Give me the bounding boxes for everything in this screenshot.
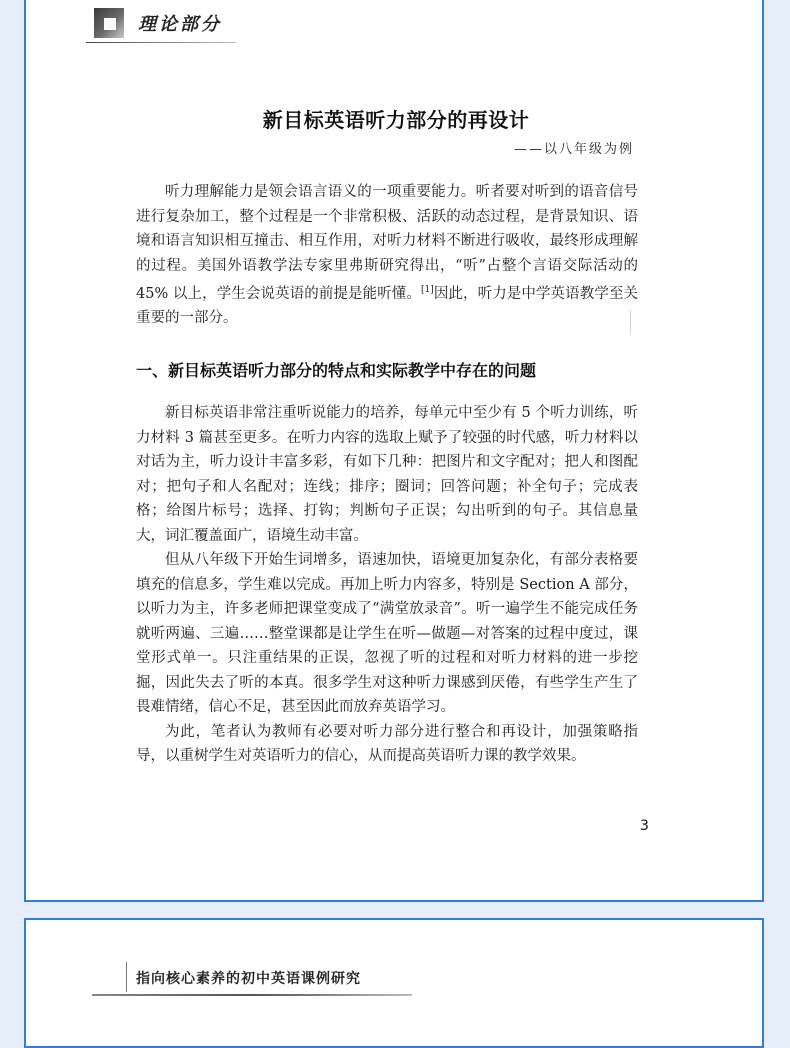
article-title: 新目标英语听力部分的再设计 [262,108,530,132]
page-number: 3 [640,818,649,834]
header-rule [86,42,236,43]
intro-text: 听力理解能力是领会语言语义的一项重要能力。听者要对听到的语音信号进行复杂加工，整个过程是一个非常积极、活跃的动态过程，是背景知识、语境和语言知识相互撞击、相互作用，对听力材料不断进行吸收，最终形成理解的过程。美国外语教学法专家里弗斯研究得出，“听”占整个言语交际活动的 45% 以上，学生会说英语的前提是能听懂。 [136,184,638,302]
citation-marker: [1] [420,285,434,295]
intro-paragraph [136,180,638,331]
header-ornament-inner [104,18,116,30]
intro-paragraph-block [136,180,638,331]
book-page-3 [24,0,764,902]
body-paragraph: 但从八年级下开始生词增多，语速加快，语境更加复杂化，有部分表格要填充的信息多，学生难以完成。再加上听力内容多，特别是 Section A 部分，以听力为主，许多老师把课堂变成了“满堂放录音”。听一遍学生不能完成任务就听两遍、三遍……整堂课都是让学生在听—做题—对答案的过程中度过，课堂形式单一。只注重结果的正误，忽视了听的过程和对听力材料的进一步挖掘，因此失去了听的本真。很多学生对这种听力课感到厌倦，有些学生产生了畏难情绪，信心不足，甚至因此而放弃英语学习。 [136,552,638,715]
header-tick [126,962,127,992]
running-header: 理论部分 [138,14,222,35]
book-page-4 [24,918,764,1048]
running-header: 指向核心素养的初中英语课例研究 [136,971,361,987]
header-rule [92,994,412,996]
section-body [136,401,638,769]
intro-text-end: 因此，听力是中学英语教学至关重要的一部分。 [136,285,639,327]
scan-artifact [630,310,631,334]
body-paragraph: 新目标英语非常注重听说能力的培养，每单元中至少有 5 个听力训练，听力材料 3 篇甚至更多。在听力内容的选取上赋予了较强的时代感，听力材料以对话为主，听力设计丰富多彩，有如下几种：把图片和文字配对；把人和图配对；把句子和人名配对；连线；排序；圈词；回答问题；补全句子；完成表格；给图片标号；选择、打钩；判断句子正误；勾出听到的句子。其信息量大，词汇覆盖面广，语境生动丰富。 [136,405,638,544]
article-subtitle: ——以八年级为例 [513,142,634,157]
body-paragraph: 为此，笔者认为教师有必要对听力部分进行整合和再设计，加强策略指导，以重树学生对英语听力的信心，从而提高英语听力课的教学效果。 [136,723,638,764]
section-heading: 一、新目标英语听力部分的特点和实际教学中存在的问题 [136,361,537,380]
